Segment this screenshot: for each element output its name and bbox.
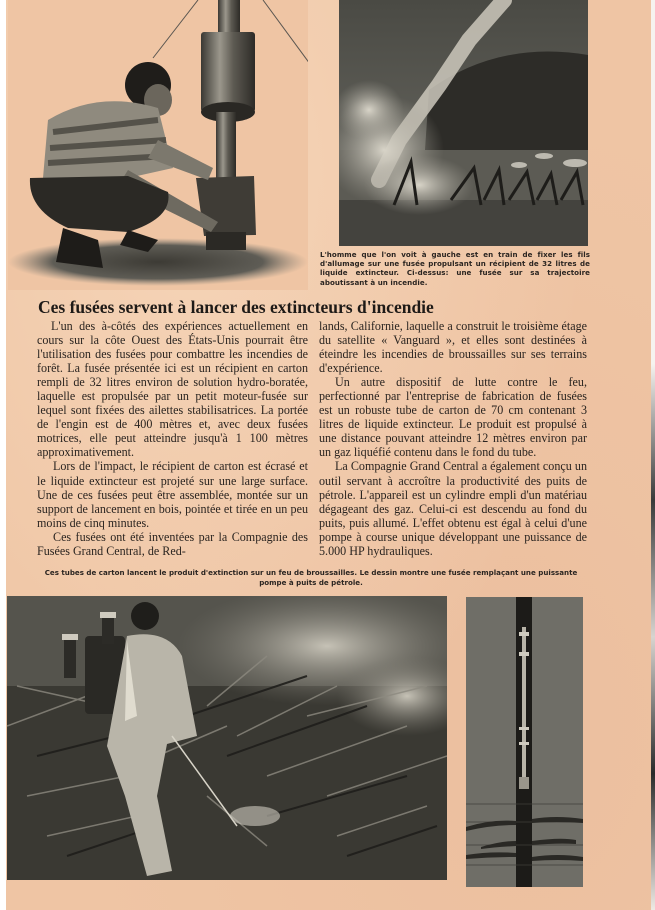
paragraph: Ces fusées ont été inventées par la Compagnie des Fusées Grand Central, de Red- xyxy=(37,529,308,558)
scan-edge-right xyxy=(651,0,655,910)
article-headline: Ces fusées servent à lancer des extincteurs d'incendie xyxy=(38,297,434,317)
paragraph: lands, Californie, laquelle a construit le troisième étage du satellite « Vanguard », et elles sont destinées à éteindre les incendies de broussailles sur ses terrains d'expérience. xyxy=(319,319,587,376)
bottom-photo-caption: Ces tubes de carton lancent le produit d'extinction sur un feu de broussailles. Le dessin montre une fusée remplaçant une puissante pompe à puits de pétrole. xyxy=(44,568,578,587)
top-photo-caption: L'homme que l'on voit à gauche est en train de fixer les fils d'allumage sur une fusée propulsant un récipient de 32 litres de liquide extincteur. Ci-dessus: une fusée sur sa trajectoire aboutissant à un incendie. xyxy=(320,250,590,287)
rocket-launch-photo xyxy=(339,0,588,246)
paragraph: Un autre dispositif de lutte contre le feu, perfectionné par l'entreprise de fabrication de fusées est un robuste tube de carton de 70 cm contenant 3 litres de liquide extincteur. Le produit est propulsé à une distance pouvant atteindre 12 mètres environ par un gaz liquéfié contenu dans le fond du tube. xyxy=(319,375,587,460)
man-fixing-rocket-photo xyxy=(8,0,308,290)
oil-well-rocket-drawing xyxy=(466,597,583,887)
article-column-left xyxy=(37,319,308,558)
paragraph: La Compagnie Grand Central a également conçu un outil servant à accroître la productivité des puits de pétrole. L'appareil est un cylindre empli d'un matériau dégageant des gaz. Celui-ci est descendu au fond du puits, puis allumé. L'effet obtenu est égal à celui d'une pompe à course unique développant une puissance de 5.000 HP hydrauliques. xyxy=(319,459,587,558)
scan-edge-left xyxy=(0,0,6,910)
article-column-right xyxy=(319,319,587,558)
paragraph: L'un des à-côtés des expériences actuellement en cours sur la côte Ouest des États-Unis pourrait être l'utilisation des fusées pour combattre les incendies de forêt. La fusée présentée ici est un récipient en carton rempli de 32 litres environ de solution hydro-boratée, laquelle est propulsée par un petit moteur-fusée sur lequel sont fixées des ailettes stabilisatrices. La portée de l'engin est de 400 mètres et, avec deux fusées motrices, elle peut atteindre jusqu'à 1 100 mètres approximativement. xyxy=(37,319,308,460)
brush-fire-photo xyxy=(7,596,447,880)
paragraph: Lors de l'impact, le récipient de carton est écrasé et le liquide extincteur est projeté sur une large surface. Une de ces fusées peut être assemblée, montée sur un support de lancement en bois, pointée et tirée en un peu moins de cinq minutes. xyxy=(37,459,308,530)
